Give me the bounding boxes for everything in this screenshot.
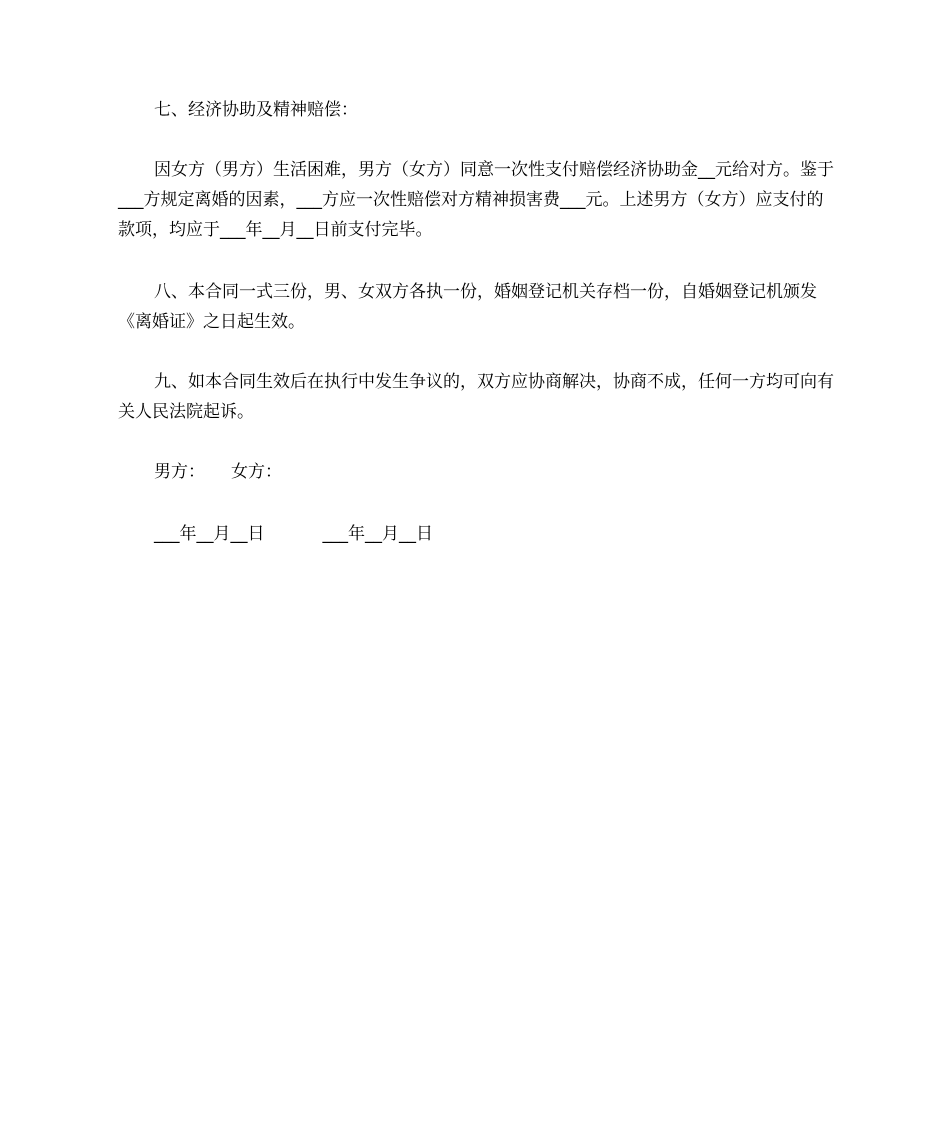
section-seven-heading: 七、经济协助及精神赔偿： [154, 100, 358, 120]
date-row [154, 519, 433, 549]
female-date: ___年__月__日 [322, 524, 433, 544]
female-signature-label: 女方： [231, 462, 282, 482]
male-date: ___年__月__日 [154, 524, 265, 544]
section-eight-text: 八、本合同一式三份，男、女双方各执一份，婚姻登记机关存档一份，自婚姻登记机颁发《离婚证》之日起生效。 [118, 282, 817, 332]
male-signature-label: 男方： [154, 462, 205, 482]
section-nine-text: 九、如本合同生效后在执行中发生争议的，双方应协商解决，协商不成，任何一方均可向有关人民法院起诉。 [118, 372, 834, 422]
signature-row [154, 457, 282, 487]
section-seven-text: 因女方（男方）生活困难，男方（女方）同意一次性支付赔偿经济协助金__元给对方。鉴于___方规定离婚的因素，___方应一次性赔偿对方精神损害费___元。上述男方（女方）应支付的款项，均应于___年__月__日前支付完毕。 [118, 160, 834, 240]
